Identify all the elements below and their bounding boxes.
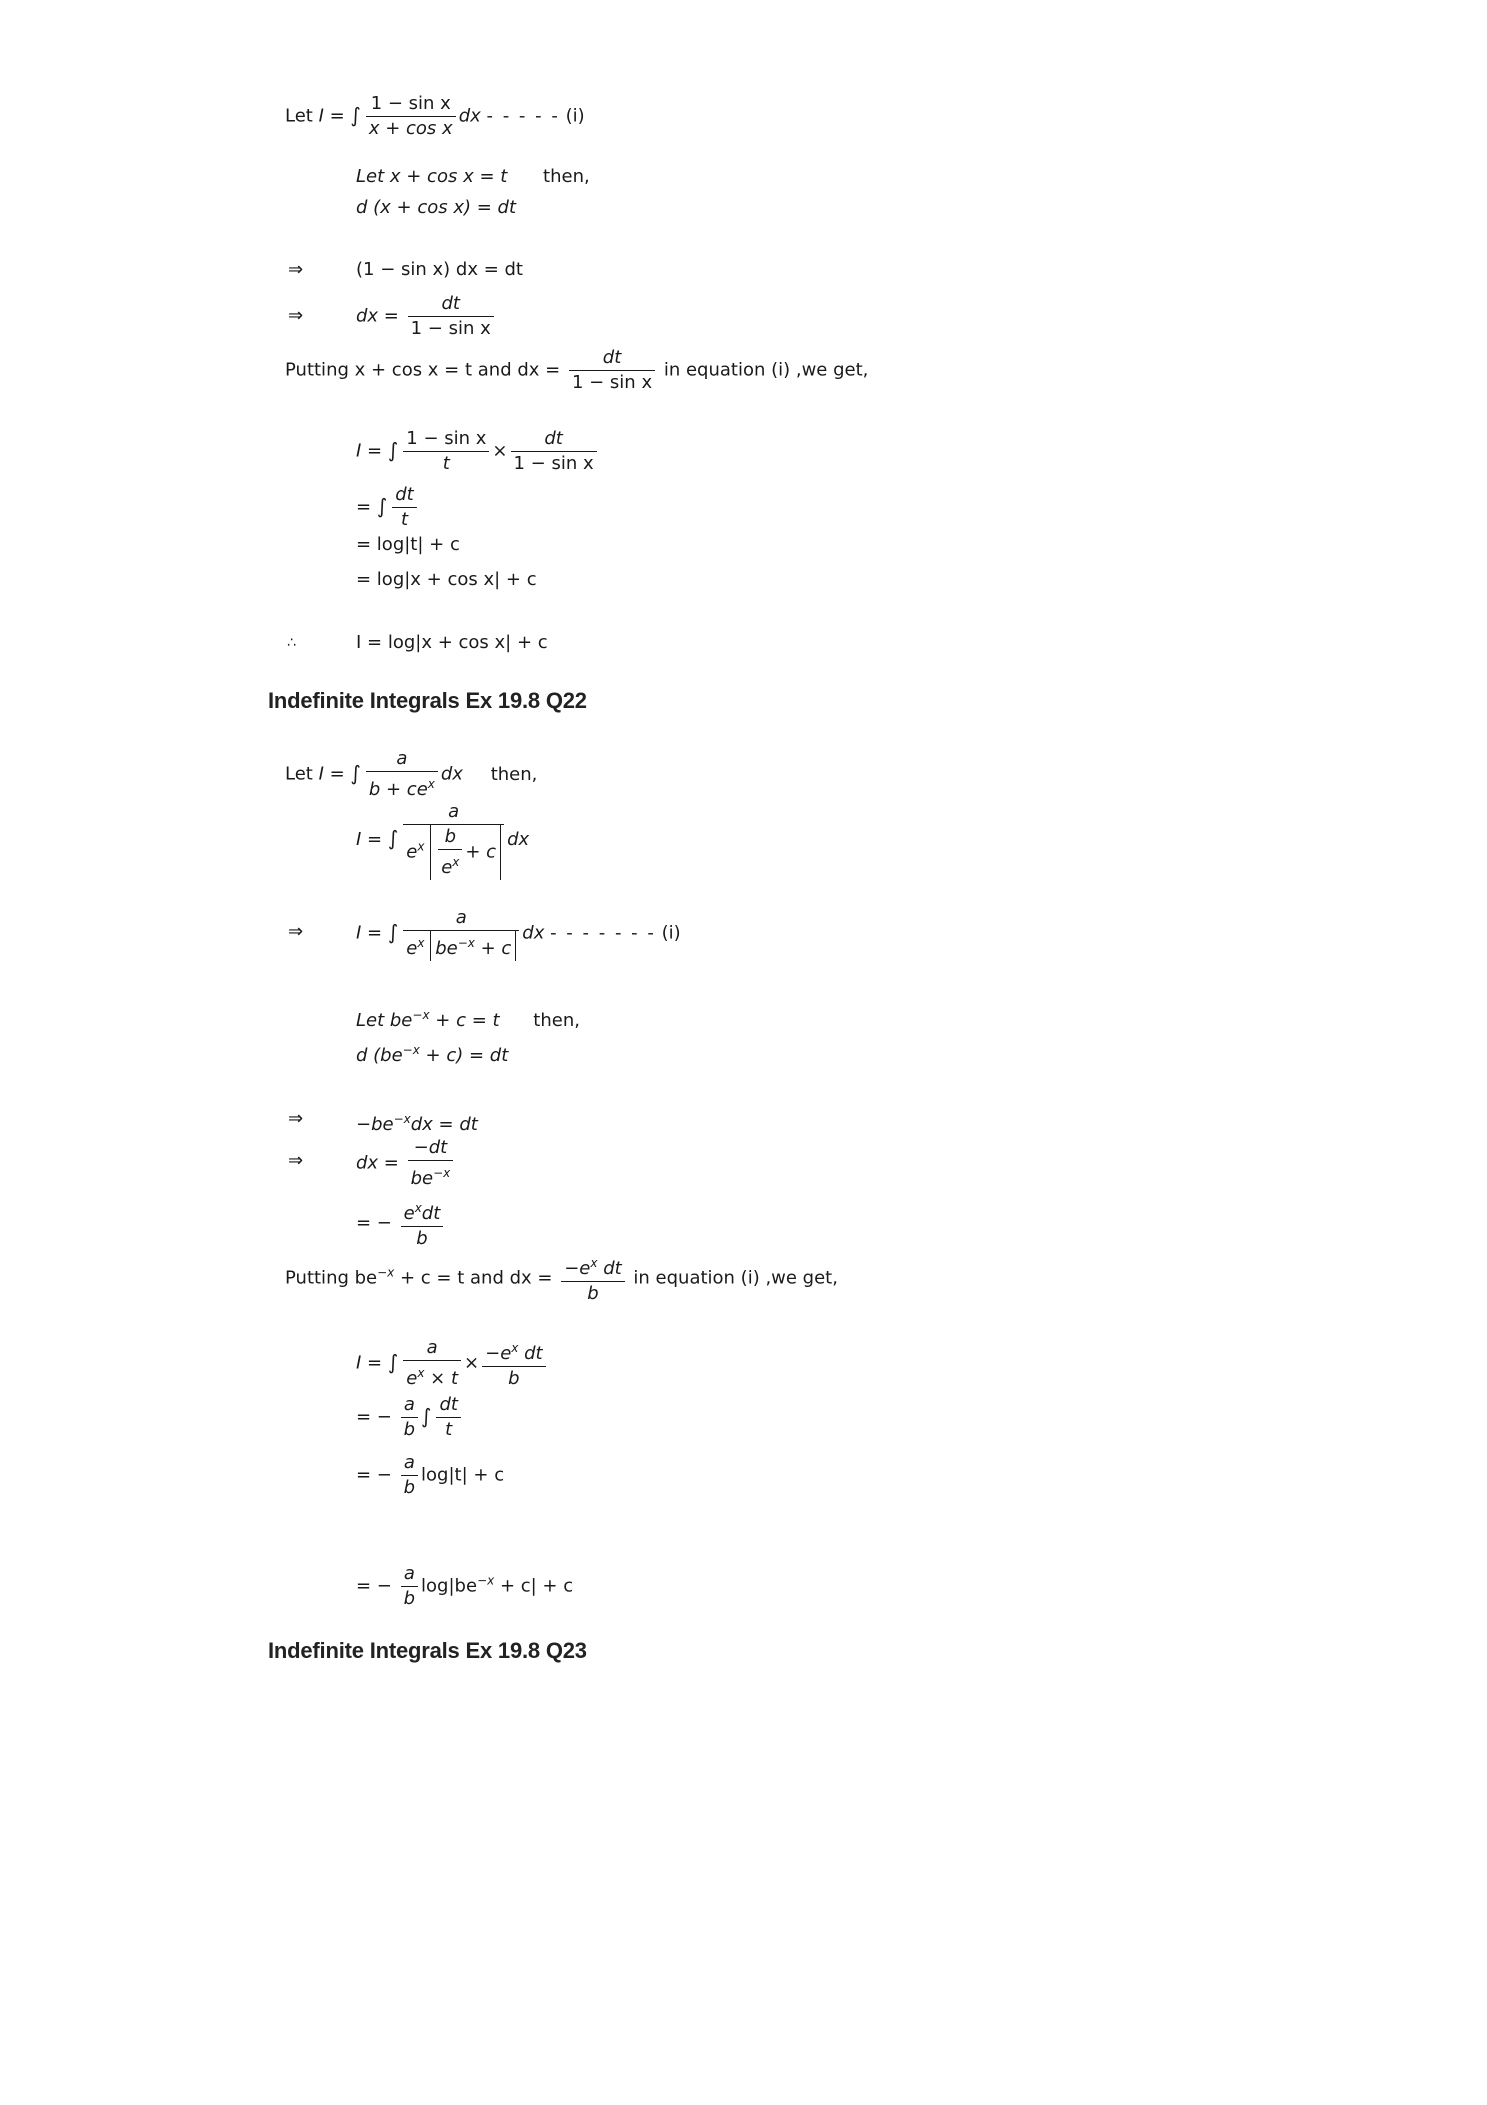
fraction xyxy=(401,1451,418,1500)
base: e xyxy=(406,841,418,863)
denominator: 1 − sin x xyxy=(513,453,594,474)
numerator: −dt xyxy=(408,1136,454,1161)
dx: dx xyxy=(458,105,481,127)
implies-arrow: ⇒ xyxy=(288,921,304,942)
equals: = xyxy=(323,105,351,127)
exponent: −x xyxy=(393,1112,411,1126)
q21-imp2 xyxy=(356,292,497,341)
lhs: I = xyxy=(356,829,388,850)
fraction xyxy=(408,1136,454,1191)
fraction xyxy=(482,1336,545,1391)
implies-arrow: ⇒ xyxy=(288,259,304,280)
lhs: = − xyxy=(356,1212,398,1234)
var-i: I xyxy=(318,763,324,785)
q22-sub-d xyxy=(356,1039,508,1067)
rest: dt xyxy=(421,1203,441,1224)
dx: dx xyxy=(440,763,463,785)
q21-sub-d: d (x + cos x) = dt xyxy=(356,197,517,218)
denominator xyxy=(403,931,519,961)
times: × xyxy=(464,1352,480,1374)
dashes: - - - - - xyxy=(486,105,560,127)
bracket xyxy=(430,825,501,880)
fraction xyxy=(561,1251,624,1306)
q22-step4 xyxy=(356,1562,573,1611)
q22-imp1 xyxy=(356,906,681,961)
fraction xyxy=(392,483,416,532)
integral-sign: ∫ xyxy=(350,102,361,127)
var-i: I xyxy=(318,105,324,127)
lhs: dx = xyxy=(356,1152,405,1174)
numerator: a xyxy=(403,906,519,931)
exponent: x xyxy=(511,1341,519,1355)
fraction xyxy=(403,906,519,961)
exponent: −x xyxy=(377,1265,395,1280)
inner: be xyxy=(435,938,458,959)
q21-step1 xyxy=(356,427,600,476)
equation-tag: (i) xyxy=(661,922,681,944)
dashes: - - - - - - - xyxy=(550,922,656,944)
base: −e xyxy=(485,1343,512,1364)
lhs: = − xyxy=(356,1406,398,1428)
base: be xyxy=(410,1168,434,1189)
bracket xyxy=(430,931,516,961)
q22-step1 xyxy=(356,1336,549,1391)
sub-text: Let x + cos x = t xyxy=(356,166,508,187)
denominator xyxy=(366,772,438,802)
q21-step3: = log|t| + c xyxy=(356,534,460,555)
q22-step-b xyxy=(356,1196,446,1251)
exponent: x xyxy=(417,936,425,950)
q21-putting xyxy=(285,346,868,395)
let-text: Let xyxy=(285,763,319,785)
equals: = xyxy=(323,763,351,785)
fraction xyxy=(408,292,494,341)
lhs: I = xyxy=(356,440,388,462)
numerator: a xyxy=(401,1451,418,1476)
numerator: a xyxy=(403,800,504,825)
section-heading-q23: Indefinite Integrals Ex 19.8 Q23 xyxy=(268,1638,587,1663)
exponent: x xyxy=(427,777,435,791)
rest: dx = dt xyxy=(410,1114,478,1135)
numerator: dt xyxy=(436,1393,460,1418)
then-text: then, xyxy=(533,1010,580,1031)
implies-arrow: ⇒ xyxy=(288,305,304,326)
inner-fraction xyxy=(438,825,462,880)
lhs: I = xyxy=(356,1352,388,1374)
q21-imp1: (1 − sin x) dx = dt xyxy=(356,259,523,280)
rest: × t xyxy=(424,1368,459,1389)
fraction xyxy=(436,1393,460,1442)
sub-rest: + c = t xyxy=(429,1010,500,1031)
numerator: dt xyxy=(569,346,655,371)
denominator: t xyxy=(445,1419,453,1440)
inner-exponent: x xyxy=(452,855,460,869)
numerator xyxy=(401,1196,444,1227)
plus-c: + c xyxy=(474,938,512,959)
base: e xyxy=(403,1203,415,1224)
base: −e xyxy=(564,1258,591,1279)
q21-final: I = log|x + cos x| + c xyxy=(356,632,548,653)
base: e xyxy=(406,1368,418,1389)
times: × xyxy=(492,440,508,462)
q22-let-line xyxy=(285,747,537,802)
exponent: x xyxy=(417,1366,425,1380)
rest: dt xyxy=(518,1343,543,1364)
rest: log|t| + c xyxy=(421,1464,505,1486)
numerator: a xyxy=(403,1336,461,1361)
denominator-base: b + ce xyxy=(368,779,428,800)
equation-tag: (i) xyxy=(565,105,585,127)
rest: dt xyxy=(597,1258,622,1279)
dx: dx xyxy=(522,922,545,944)
pre: −be xyxy=(356,1114,394,1135)
fraction xyxy=(569,346,655,395)
exponent: −x xyxy=(402,1043,420,1057)
base: e xyxy=(406,938,418,959)
fraction xyxy=(403,427,489,476)
q22-step3 xyxy=(356,1451,504,1500)
integral-sign: ∫ xyxy=(387,826,399,850)
numerator: a xyxy=(401,1562,418,1587)
numerator: 1 − sin x xyxy=(366,92,456,117)
integral-sign: ∫ xyxy=(387,437,399,462)
plus-c: + c xyxy=(465,841,497,863)
then-text: then, xyxy=(490,763,538,785)
putting-suffix: in equation (i) ,we get, xyxy=(658,359,869,381)
denominator: x + cos x xyxy=(368,118,453,139)
putting-text: Putting x + cos x = t and dx = xyxy=(285,359,566,381)
integral-sign: ∫ xyxy=(387,919,399,944)
fraction xyxy=(366,92,456,141)
denominator xyxy=(408,1161,454,1191)
denominator: b xyxy=(416,1228,428,1249)
pre: d (be xyxy=(356,1045,403,1066)
inner-base: e xyxy=(441,857,453,878)
exponent: −x xyxy=(412,1008,430,1022)
lhs: = − xyxy=(356,1464,398,1486)
putting-text: Putting be xyxy=(285,1267,378,1289)
q21-step2 xyxy=(356,483,420,532)
q22-imp2 xyxy=(356,1108,478,1136)
rest-post: + c| + c xyxy=(494,1575,574,1597)
numerator: 1 − sin x xyxy=(403,427,489,452)
q22-sub-let xyxy=(356,1004,580,1032)
putting-text-b: + c = t and dx = xyxy=(394,1267,559,1289)
q22-putting xyxy=(285,1251,838,1306)
fraction xyxy=(401,1196,444,1251)
denominator: b xyxy=(403,1477,416,1498)
exponent: x xyxy=(414,1201,422,1215)
denominator xyxy=(403,825,504,880)
q22-step-a xyxy=(356,800,529,880)
denominator: b xyxy=(403,1419,416,1440)
numerator: dt xyxy=(392,483,416,508)
exponent: x xyxy=(590,1256,598,1270)
fraction xyxy=(511,427,597,476)
denominator: 1 − sin x xyxy=(571,372,653,393)
denominator: 1 − sin x xyxy=(410,318,491,339)
exponent: −x xyxy=(433,1166,451,1180)
fraction xyxy=(401,1393,418,1442)
q22-step2 xyxy=(356,1393,464,1442)
lhs: dx = xyxy=(356,305,405,327)
exponent: x xyxy=(417,839,425,854)
integral-sign: ∫ xyxy=(376,493,388,518)
q21-sub-let xyxy=(356,166,590,188)
implies-arrow: ⇒ xyxy=(288,1108,304,1129)
denominator: b xyxy=(508,1368,520,1389)
q21-step4: = log|x + cos x| + c xyxy=(356,569,537,590)
rest: + c) = dt xyxy=(419,1045,509,1066)
exponent: −x xyxy=(477,1573,495,1588)
denominator: t xyxy=(442,453,450,474)
denominator xyxy=(403,1361,461,1391)
lhs: = xyxy=(356,496,377,518)
inner-exponent: −x xyxy=(457,936,475,950)
denominator: b xyxy=(587,1283,599,1304)
integral-sign: ∫ xyxy=(421,1403,432,1428)
let-text: Let xyxy=(285,105,319,127)
numerator: dt xyxy=(511,427,597,452)
section-heading-q22: Indefinite Integrals Ex 19.8 Q22 xyxy=(268,688,587,713)
numerator: a xyxy=(366,747,438,772)
therefore-symbol: ∴ xyxy=(287,635,296,651)
fraction xyxy=(401,1562,418,1611)
inner-numerator: b xyxy=(438,825,462,850)
putting-suffix: in equation (i) ,we get, xyxy=(627,1267,838,1289)
integral-sign: ∫ xyxy=(350,760,361,785)
inner-denominator xyxy=(438,850,462,880)
fraction xyxy=(403,800,504,880)
fraction xyxy=(403,1336,461,1391)
q22-imp3 xyxy=(356,1136,456,1191)
denominator: b xyxy=(403,1588,416,1609)
then-text: then, xyxy=(543,166,590,187)
sub-text: Let be xyxy=(356,1010,413,1031)
q21-let-line xyxy=(285,92,585,141)
rest-pre: log|be xyxy=(421,1575,478,1597)
implies-arrow: ⇒ xyxy=(288,1150,304,1171)
lhs: I = xyxy=(356,922,388,944)
integral-sign: ∫ xyxy=(387,1349,399,1374)
numerator: a xyxy=(401,1393,418,1418)
numerator xyxy=(561,1251,624,1282)
dx: dx xyxy=(507,829,530,850)
numerator: dt xyxy=(408,292,494,317)
lhs: = − xyxy=(356,1575,398,1597)
denominator: t xyxy=(400,509,408,530)
numerator xyxy=(482,1336,545,1367)
fraction xyxy=(366,747,438,802)
